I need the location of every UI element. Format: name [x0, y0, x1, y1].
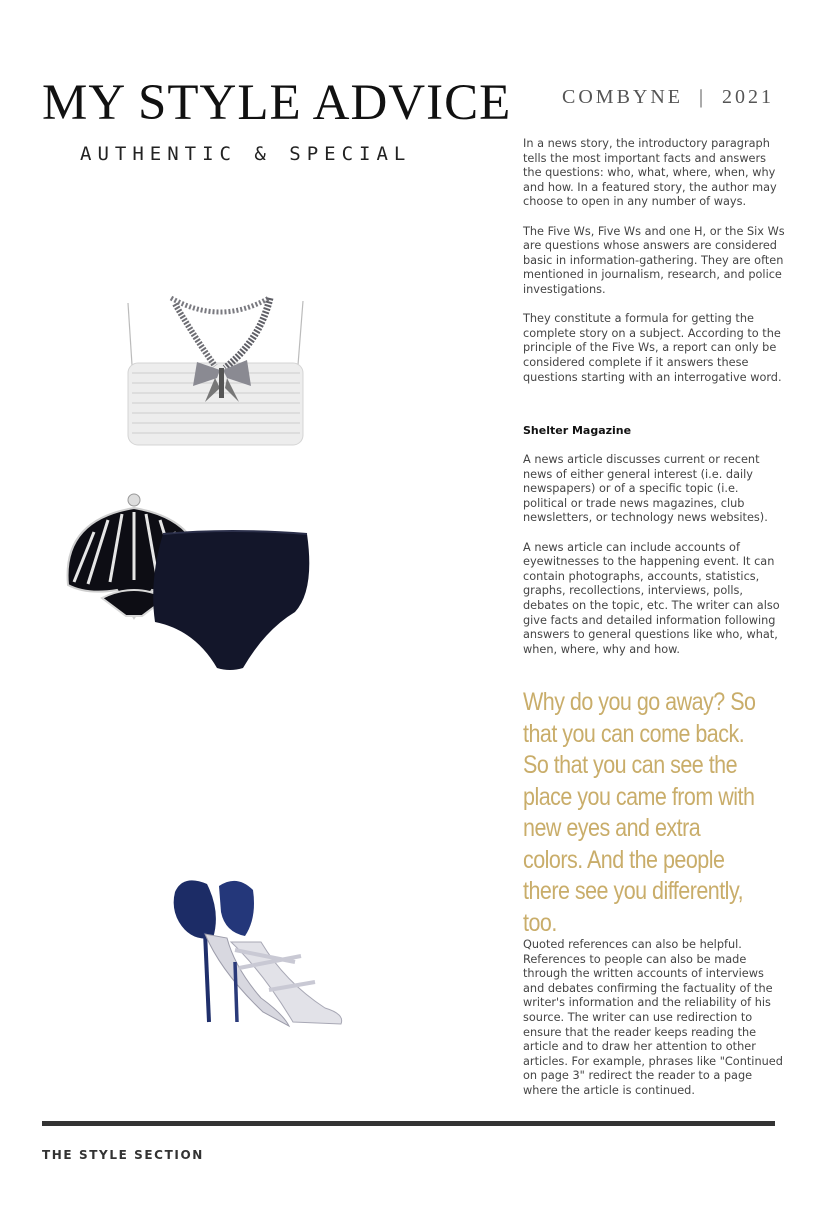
middle-paragraph-2: A news article can include accounts of eyewitnesses to the happening event. It can contain photographs, accounts, statistics, graphs, recollections, interviews, polls, debates on the topic, etc. The writer can also give facts and detailed information following answers to general questions like who, what, when, where, why and how.: [523, 540, 780, 656]
middle-paragraph-1: A news article discusses current or recent news of either general interest (i.e. daily newspapers) or of a specific topic (i.e. political or trade news magazines, club newsletters, or technology news websites).: [523, 453, 768, 525]
butterfly-sandals-image: [165, 872, 350, 1037]
intro-paragraph-2: The Five Ws, Five Ws and one H, or the Six Ws are questions whose answers are considered basic in information-gathering. They are often mentioned in journalism, research, and police investigations.: [523, 224, 785, 296]
footer-divider: [42, 1121, 775, 1126]
butterfly-necklace-image: [165, 290, 280, 420]
closing-paragraph: Quoted references can also be helpful. References to people can also be made through the written accounts of interviews and debates confirming the factuality of the writer's information and the reliability of his source. The writer can use redirection to ensure that the reader keeps reading the article and to draw her attention to other articles. For example, phrases like "Continued on page 3" redirect the reader to a page where the article is continued.: [523, 938, 783, 1097]
article-middle: [523, 453, 785, 657]
glitter-briefs-image: [145, 530, 315, 672]
article-intro: [523, 137, 785, 385]
page-title: MY STYLE ADVICE: [42, 75, 512, 131]
article-closing: [523, 938, 785, 1099]
page-subtitle: AUTHENTIC & SPECIAL: [80, 143, 412, 165]
section-heading: Shelter Magazine: [523, 424, 632, 437]
pull-quote: Why do you go away? So that you can come back. So that you can see the place you came from with new eyes and extra colors. And the people there see you differently, too.: [523, 688, 756, 937]
brand-line: [562, 86, 774, 109]
brand-year: 2021: [722, 86, 775, 108]
intro-paragraph-1: In a news story, the introductory paragraph tells the most important facts and answers the questions: who, what, where, when, why and how. In a featured story, the author may choose to open in any number of ways.: [523, 137, 777, 209]
intro-paragraph-3: They constitute a formula for getting the complete story on a subject. According to the principle of the Five Ws, a report can only be considered complete if it answers these questions starting with an interrogative word.: [523, 312, 782, 384]
brand-name: COMBYNE: [562, 86, 684, 108]
brand-separator: |: [699, 86, 707, 108]
footer-section-label: THE STYLE SECTION: [42, 1148, 204, 1162]
